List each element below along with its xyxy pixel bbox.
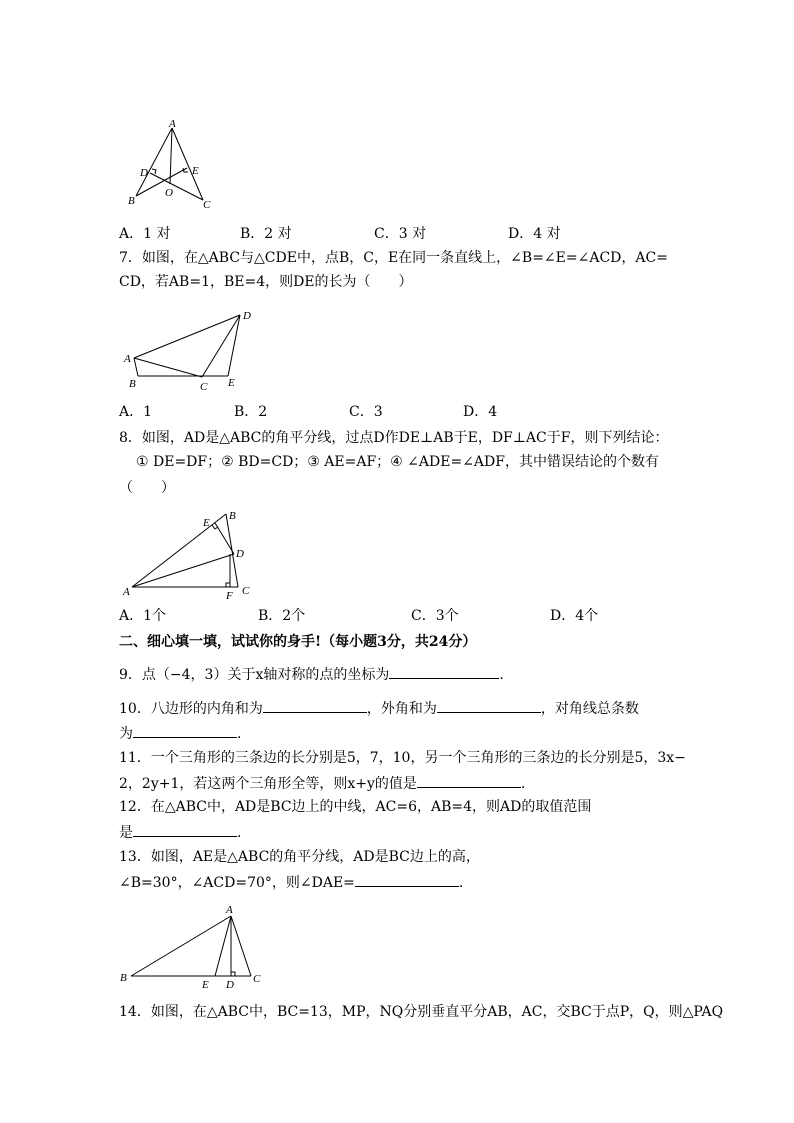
label-D: D bbox=[226, 979, 234, 991]
label-B: B bbox=[128, 195, 135, 207]
label-E: E bbox=[202, 979, 209, 991]
label-A: A bbox=[123, 586, 130, 598]
q8-line-2: ① DE=DF；② BD=CD；③ AE=AF；④ ∠ADE=∠ADF，其中错误结论的个数有 bbox=[136, 454, 659, 470]
label-C: C bbox=[200, 381, 208, 393]
q6-option-c: C．3 对 bbox=[374, 226, 427, 242]
label-E: E bbox=[228, 377, 235, 389]
q11-text-b: . bbox=[520, 776, 526, 792]
q13-text-a: ∠B=30°，∠ACD=70°，则∠DAE= bbox=[119, 875, 355, 891]
q10-text-d: 为 bbox=[119, 726, 133, 742]
q12-line-2 bbox=[119, 822, 241, 843]
q13-text-b: . bbox=[458, 875, 464, 891]
label-F: F bbox=[226, 590, 233, 602]
label-E: E bbox=[203, 517, 210, 529]
label-A: A bbox=[124, 353, 131, 365]
q10-line-1 bbox=[119, 698, 639, 719]
q6-option-a: A．1 对 bbox=[119, 226, 171, 242]
figure-q13 bbox=[115, 902, 275, 992]
q9-answer-blank[interactable] bbox=[389, 664, 499, 679]
label-A: A bbox=[169, 118, 176, 130]
q7-line-1: 7．如图，在△ABC与△CDE中，点B，C，E在同一条直线上，∠B=∠E=∠ACD，AC= bbox=[119, 250, 668, 266]
label-B: B bbox=[229, 510, 236, 522]
label-D: D bbox=[243, 310, 251, 322]
q12-answer-blank[interactable] bbox=[133, 822, 237, 837]
q10-blank-interior[interactable] bbox=[263, 698, 367, 713]
q12-line-1: 12．在△ABC中，AD是BC边上的中线，AC=6，AB=4，则AD的取值范围 bbox=[119, 799, 592, 815]
q7-option-c: C．3 bbox=[349, 404, 383, 420]
q8-option-a: A．1个 bbox=[119, 608, 167, 624]
q11-line-1: 11．一个三角形的三条边的长分别是5，7，10，另一个三角形的三条边的长分别是5，3x− bbox=[119, 750, 686, 766]
q10-text-c: ，对角线总条数 bbox=[540, 701, 639, 717]
q10-text-a: 10．八边形的内角和为 bbox=[119, 701, 263, 717]
q10-text-b: ，外角和为 bbox=[366, 701, 437, 717]
q12-text-a: 是 bbox=[119, 825, 133, 841]
q7-option-b: B．2 bbox=[234, 404, 268, 420]
q10-line-2 bbox=[119, 723, 241, 744]
q13-line-2 bbox=[119, 872, 463, 893]
label-D: D bbox=[140, 167, 148, 179]
label-C: C bbox=[203, 199, 211, 210]
section-heading: 二、细心填一填，试试你的身手!（每小题3分，共24分） bbox=[119, 634, 477, 650]
q9-end: . bbox=[499, 667, 504, 683]
label-B: B bbox=[129, 378, 136, 390]
q8-option-c: C．3个 bbox=[411, 608, 459, 624]
label-A: A bbox=[226, 904, 233, 916]
q13-answer-blank[interactable] bbox=[355, 872, 459, 887]
q11-line-2 bbox=[119, 773, 525, 794]
q9-line bbox=[119, 664, 504, 685]
label-D: D bbox=[236, 548, 244, 560]
q8-line-3: （ ） bbox=[119, 480, 175, 496]
label-E: E bbox=[192, 165, 199, 177]
q10-blank-exterior[interactable] bbox=[437, 698, 541, 713]
q7-option-a: A．1 bbox=[119, 404, 153, 420]
q7-option-d: D．4 bbox=[463, 404, 498, 420]
figure-q8 bbox=[120, 506, 260, 602]
q6-option-d: D．4 对 bbox=[508, 226, 561, 242]
label-O: O bbox=[165, 187, 173, 199]
q6-option-b: B．2 对 bbox=[240, 226, 292, 242]
label-B: B bbox=[120, 972, 127, 984]
q11-text-a: 2，2y+1，若这两个三角形全等，则x+y的值是 bbox=[119, 776, 417, 792]
q11-answer-blank[interactable] bbox=[417, 773, 521, 788]
label-C: C bbox=[242, 585, 250, 597]
figure-q6 bbox=[125, 118, 220, 210]
q8-line-1: 8．如图，AD是△ABC的角平分线，过点D作DE⊥AB于E，DF⊥AC于F，则下列结论： bbox=[119, 430, 669, 446]
label-C: C bbox=[253, 973, 261, 985]
q7-line-2: CD，若AB=1，BE=4，则DE的长为（ ） bbox=[119, 274, 413, 290]
q12-text-b: . bbox=[237, 825, 242, 841]
q10-text-e: . bbox=[237, 726, 242, 742]
q8-option-d: D．4个 bbox=[550, 608, 599, 624]
q9-text: 9．点（−4，3）关于x轴对称的点的坐标为 bbox=[119, 667, 390, 683]
figure-q7 bbox=[120, 306, 265, 398]
q8-option-b: B．2个 bbox=[258, 608, 306, 624]
q10-blank-diagonals[interactable] bbox=[133, 723, 237, 738]
q14-line-1: 14．如图，在△ABC中，BC=13，MP，NQ分别垂直平分AB，AC，交BC于点P，Q，则△PAQ bbox=[119, 1004, 724, 1020]
q13-line-1: 13．如图，AE是△ABC的角平分线，AD是BC边上的高， bbox=[119, 849, 480, 865]
